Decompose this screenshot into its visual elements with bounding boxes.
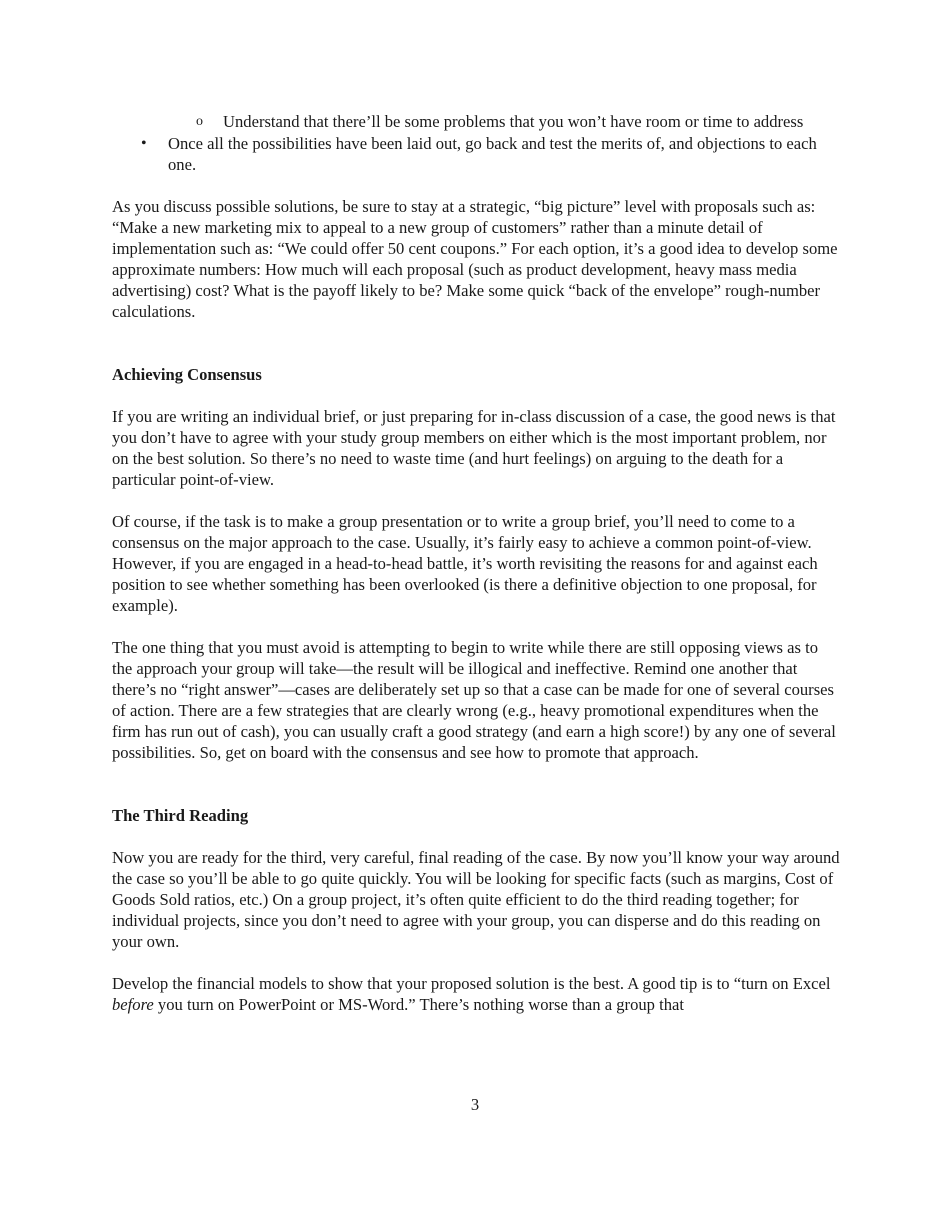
sub-bullet-text: Understand that there’ll be some problems that you won’t have room or time to address [223, 112, 804, 131]
bullet-item [112, 133, 842, 175]
sub-bullet-item [112, 111, 842, 132]
section-heading-consensus: Achieving Consensus [112, 365, 262, 384]
section-heading-third-reading: The Third Reading [112, 806, 249, 825]
third-reading-paragraph-2 [112, 973, 842, 1015]
third-reading-paragraph-1: Now you are ready for the third, very careful, final reading of the case. By now you’ll know your way around the case so you’ll be able to go quite quickly. You will be looking for specific facts (such as margins, Cost of Goods Sold ratios, etc.) On a group project, it’s often quite efficient to do the third reading together; for individual projects, since you don’t need to agree with your group, you can disperse and do this reading on your own. [112, 848, 840, 951]
paragraph-text-after: you turn on PowerPoint or MS-Word.” There’s nothing worse than a group that [153, 995, 684, 1014]
page-number: 3 [470, 1095, 480, 1114]
consensus-paragraph-2: Of course, if the task is to make a group presentation or to write a group brief, you’ll need to come to a consensus on the major approach to the case. Usually, it’s fairly easy to achieve a common point-of-view. However, if you are engaged in a head-to-head battle, it’s worth revisiting the reasons for and against each position to see whether something has been overlooked (is there a definitive objection to one proposal, for example). [112, 512, 818, 615]
bullet-text: Once all the possibilities have been laid out, go back and test the merits of, and objections to each one. [168, 134, 817, 174]
document-body [112, 111, 842, 1015]
solutions-paragraph: As you discuss possible solutions, be sure to stay at a strategic, “big picture” level with proposals such as: “Make a new marketing mix to appeal to a new group of customers” rather than a minute detail of implementation such as: “We could offer 50 cent coupons.” For each option, it’s a good idea to develop some approximate numbers: How much will each proposal (such as product development, heavy mass media advertising) cost? What is the payoff likely to be? Make some quick “back of the envelope” rough-number calculations. [112, 197, 838, 321]
hollow-bullet-icon: o [196, 114, 203, 129]
bullet-icon: • [141, 135, 147, 152]
consensus-paragraph-1: If you are writing an individual brief, or just preparing for in-class discussion of a case, the good news is that you don’t have to agree with your study group members on either which is the most important problem, nor on the best solution. So there’s no need to waste time (and hurt feelings) on arguing to the death for a particular point-of-view. [112, 407, 836, 489]
consensus-paragraph-3: The one thing that you must avoid is attempting to begin to write while there are still opposing views as to the approach your group will take—the result will be illogical and ineffective. Remind one another that there’s no “right answer”—cases are deliberately set up so that a case can be made for one of several courses of action. There are a few strategies that are clearly wrong (e.g., heavy promotional expenditures when the firm has run out of cash), you can usually craft a good strategy (and earn a high score!) by any one of several possibilities. So, get on board with the consensus and see how to promote that approach. [112, 638, 836, 762]
emphasis-text: before [112, 995, 154, 1014]
paragraph-text-before: Develop the financial models to show that your proposed solution is the best. A good tip is to “turn on Excel [112, 974, 831, 993]
